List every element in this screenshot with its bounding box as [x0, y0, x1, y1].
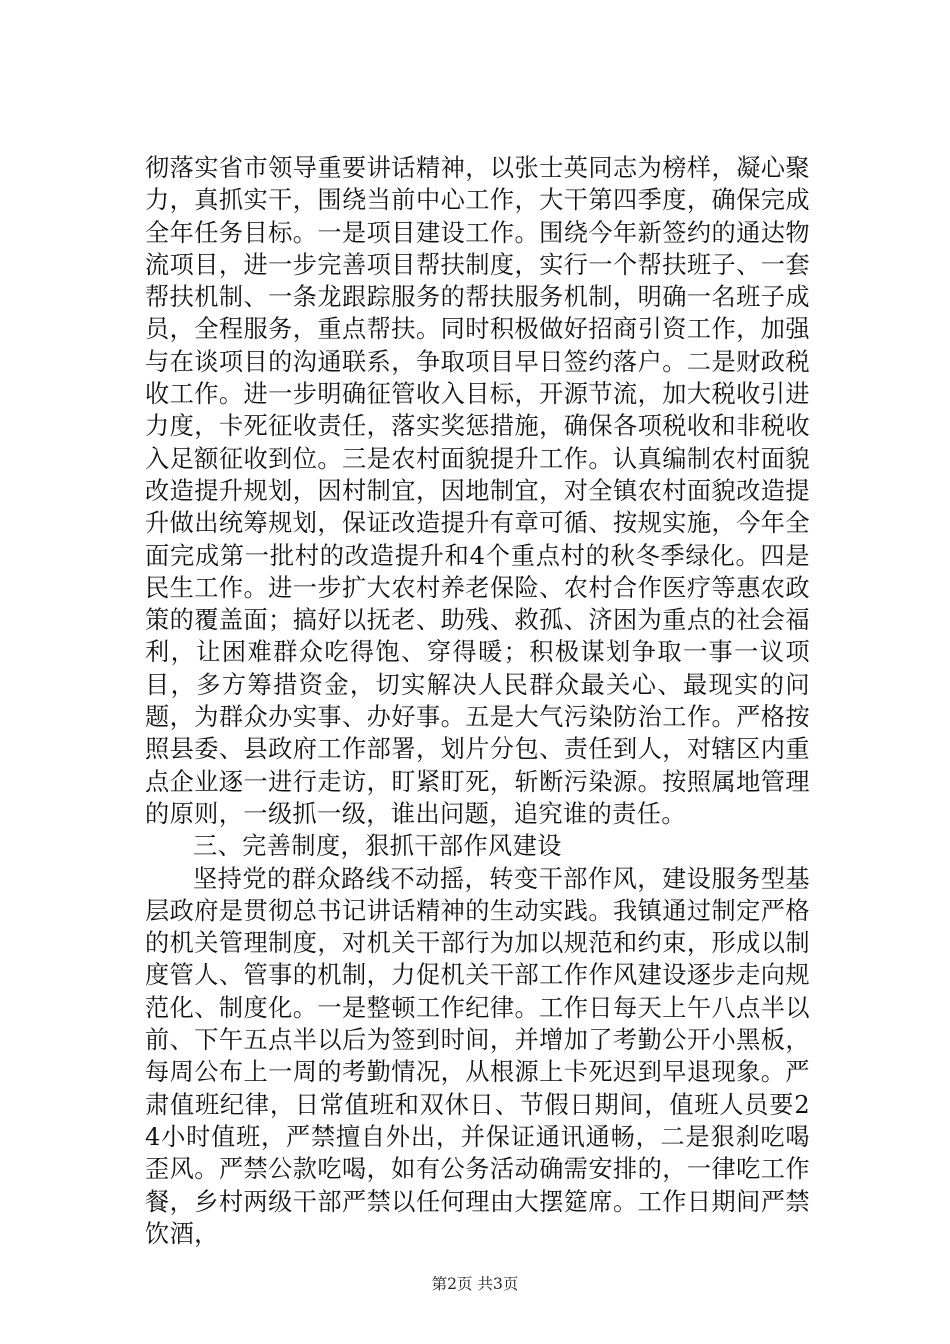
- page-footer: 第2页 共3页: [431, 1275, 519, 1293]
- document-body: [145, 152, 810, 1250]
- paragraph-continuation: 彻落实省市领导重要讲话精神，以张士英同志为榜样，凝心聚力，真抓实干，围绕当前中心工作，大干第四季度，确保完成全年任务目标。一是项目建设工作。围绕今年新签约的通达物流项目，进一步完善项目帮扶制度，实行一个帮扶班子、一套帮扶机制、一条龙跟踪服务的帮扶服务机制，明确一名班子成员，全程服务，重点帮扶。同时积极做好招商引资工作，加强与在谈项目的沟通联系，争取项目早日签约落户。二是财政税收工作。进一步明确征管收入目标，开源节流，加大税收引进力度，卡死征收责任，落实奖惩措施，确保各项税收和非税收入足额征收到位。三是农村面貌提升工作。认真编制农村面貌改造提升规划，因村制宜，因地制宜，对全镇农村面貌改造提升做出统筹规划，保证改造提升有章可循、按规实施，今年全面完成第一批村的改造提升和4个重点村的秋冬季绿化。四是民生工作。进一步扩大农村养老保险、农村合作医疗等惠农政策的覆盖面；搞好以抚老、助残、救孤、济困为重点的社会福利，让困难群众吃得饱、穿得暖；积极谋划争取一事一议项目，多方筹措资金，切实解决人民群众最关心、最现实的问题，为群众办实事、办好事。五是大气污染防治工作。严格按照县委、县政府工作部署，划片分包、责任到人，对辖区内重点企业逐一进行走访，盯紧盯死，斩断污染源。按照属地管理的原则，一级抓一级，谁出问题，追究谁的责任。: [145, 154, 810, 828]
- section-heading: 三、完善制度，狠抓干部作风建设: [193, 832, 562, 861]
- paragraph-section-body: 坚持党的群众路线不动摇，转变干部作风，建设服务型基层政府是贯彻总书记讲话精神的生动实践。我镇通过制定严格的机关管理制度，对机关干部行为加以规范和约束，形成以制度管人、管事的机制，力促机关干部工作作风建设逐步走向规范化、制度化。一是整顿工作纪律。工作日每天上午八点半以前、下午五点半以后为签到时间，并增加了考勤公开小黑板，每周公布上一周的考勤情况，从根源上卡死迟到早退现象。严肃值班纪律，日常值班和双休日、节假日期间，值班人员要24小时值班，严禁擅自外出，并保证通讯通畅，二是狠刹吃喝歪风。严禁公款吃喝，如有公务活动确需安排的，一律吃工作餐，乡村两级干部严禁以任何理由大摆筵席。工作日期间严禁饮酒，: [145, 864, 810, 1248]
